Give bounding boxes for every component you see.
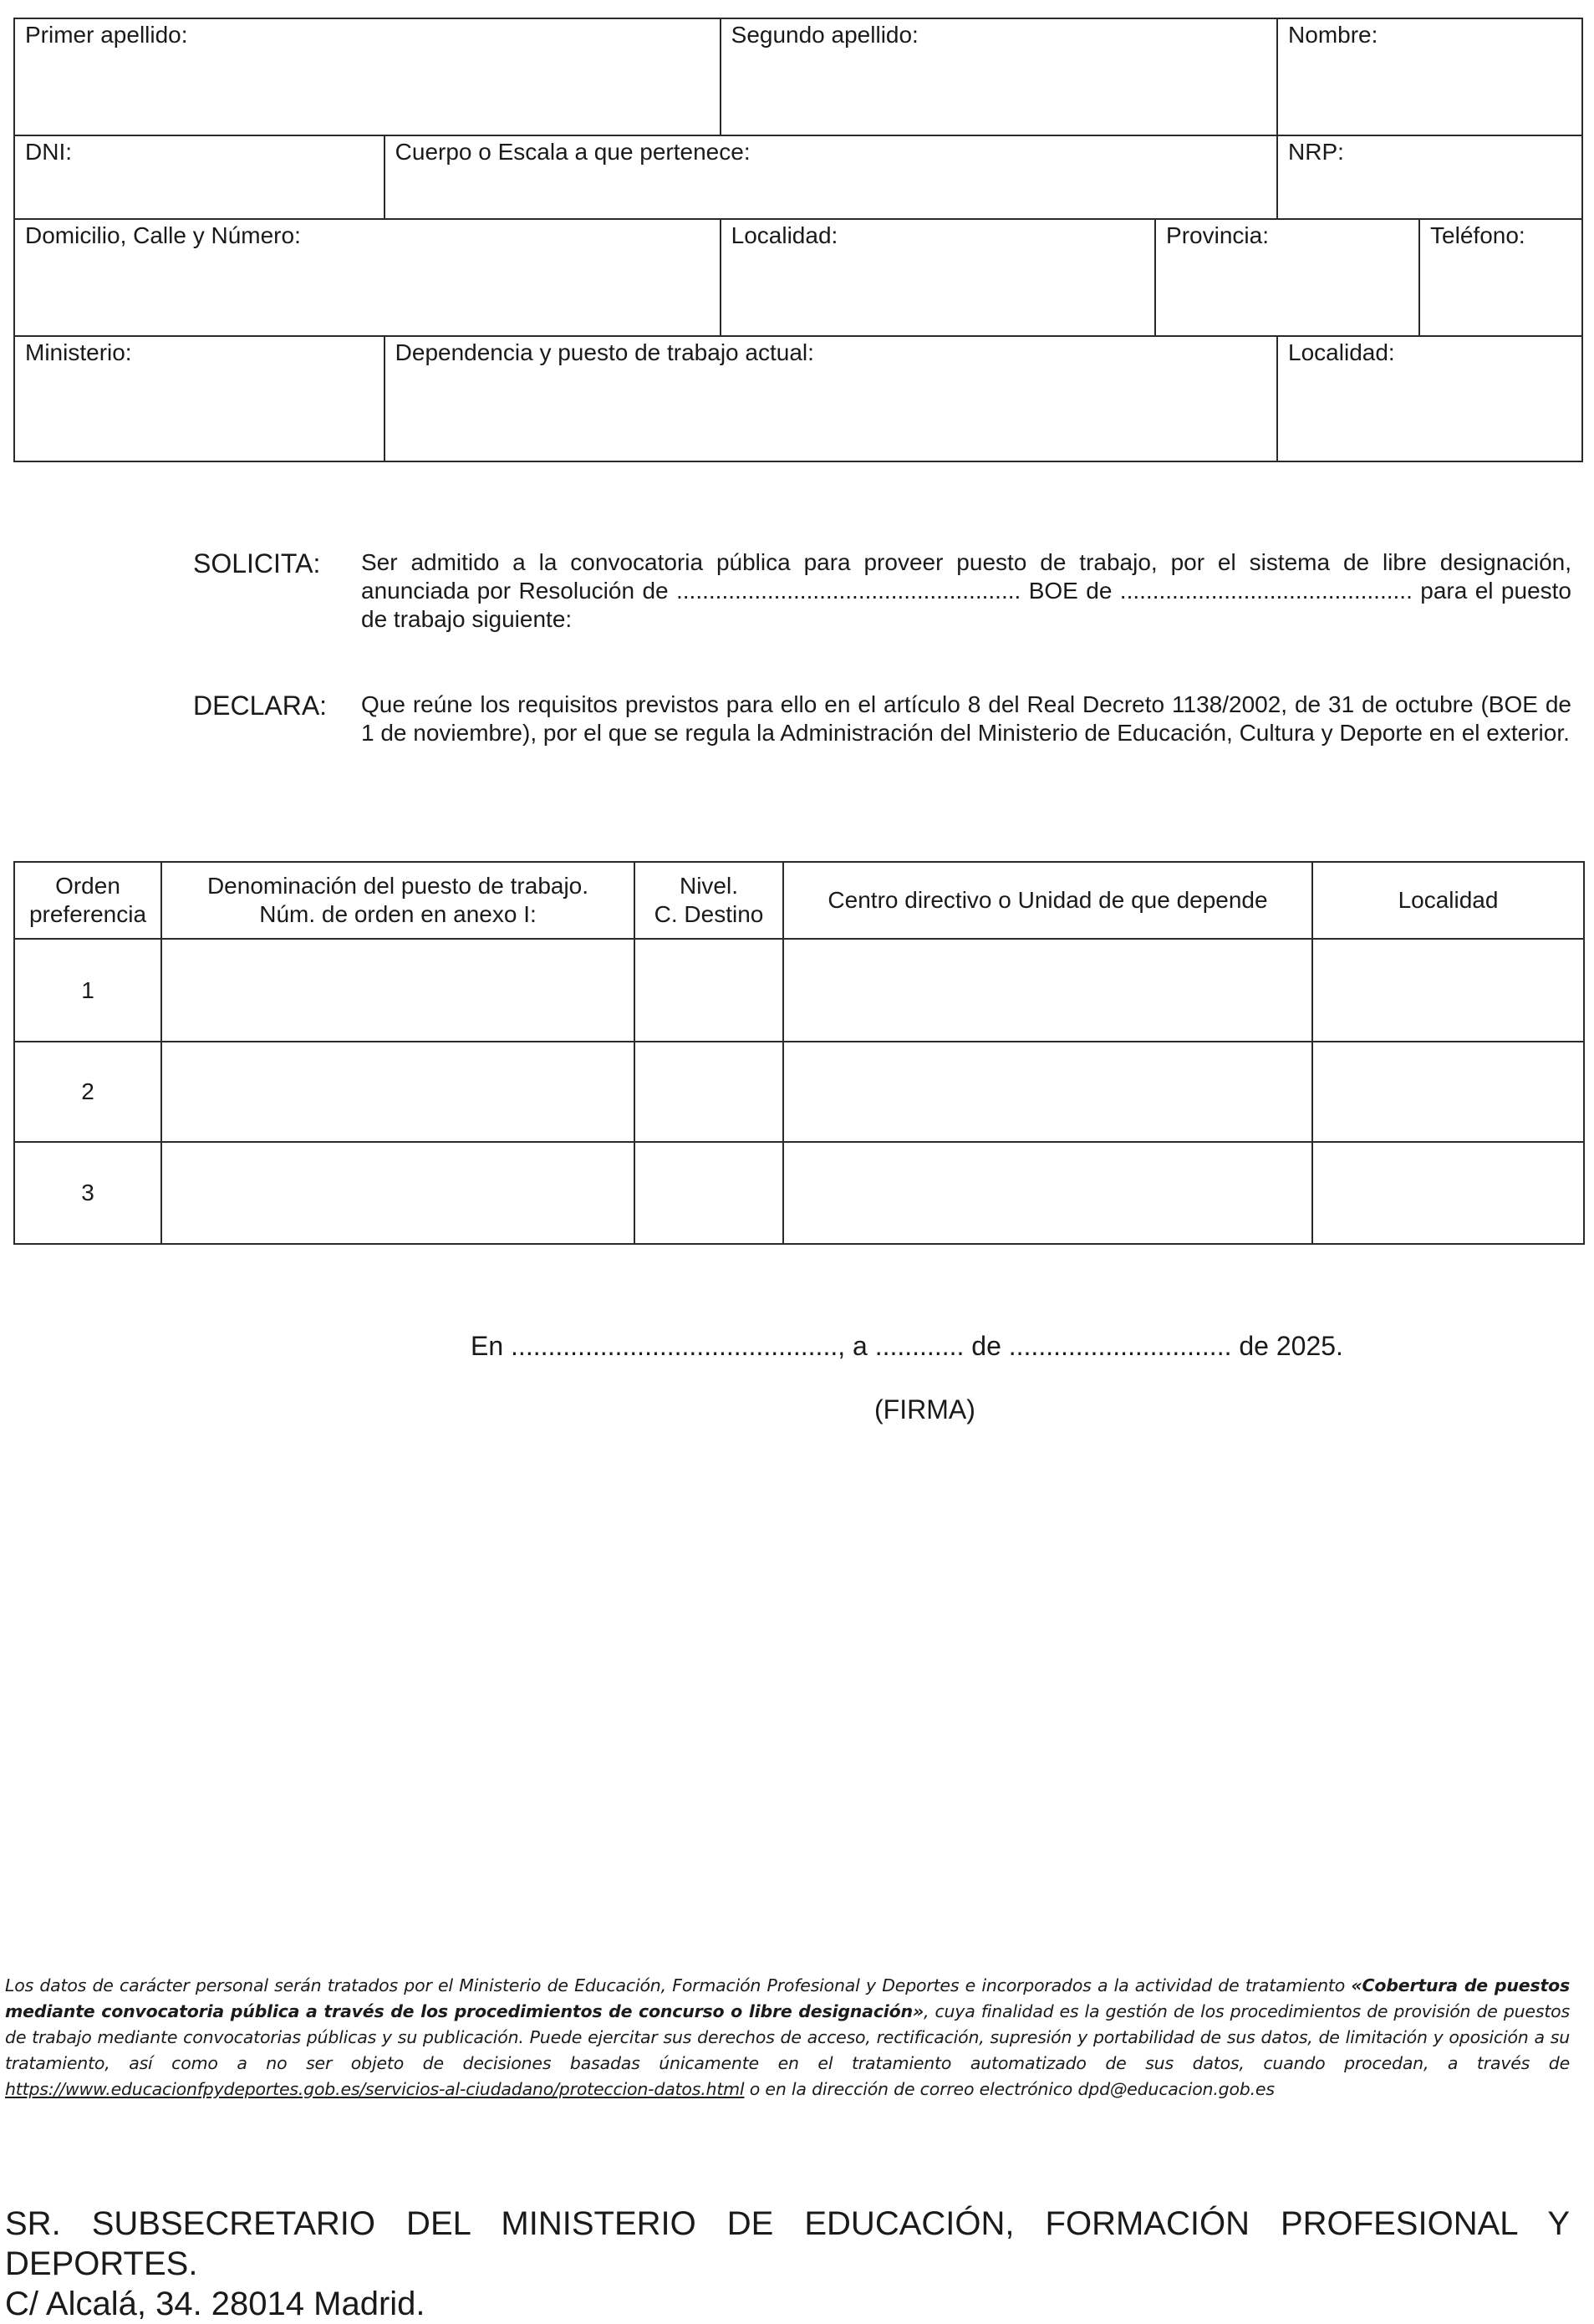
- telefono-label: Teléfono:: [1430, 222, 1525, 248]
- nivel-cell[interactable]: [634, 1142, 783, 1244]
- domicilio-field[interactable]: [14, 219, 721, 336]
- denominacion-cell[interactable]: [161, 1142, 634, 1244]
- privacy-activity-name: «Cobertura de puestos mediante convocatoria pública a través de los procedimientos de concurso o libre designación»: [5, 1975, 1570, 2021]
- firma-label: (FIRMA): [874, 1394, 975, 1424]
- primer-apellido-label: Primer apellido:: [25, 22, 188, 48]
- localidad-trabajo-label: Localidad:: [1288, 339, 1395, 365]
- addressee-address: C/ Alcalá, 34. 28014 Madrid.: [5, 2286, 425, 2322]
- header-nivel-line2: C. Destino: [654, 901, 764, 927]
- nivel-cell[interactable]: [634, 1042, 783, 1142]
- addressee-title: SR. SUBSECRETARIO DEL MINISTERIO DE EDUCACIÓN, FORMACIÓN PROFESIONAL Y DEPORTES.: [5, 2205, 1570, 2282]
- table-row: [14, 939, 1584, 1042]
- centro-cell[interactable]: [783, 939, 1312, 1042]
- declara-text: Que reúne los requisitos previstos para ello en el artículo 8 del Real Decreto 1138/2002, de 31 de octubre (BOE de 1 de noviembre), por el que se regula la Administración del Ministerio de Educación, Cultura y Deporte en el exterior.: [361, 691, 1571, 746]
- header-localidad: Localidad: [1312, 862, 1584, 939]
- header-centro: Centro directivo o Unidad de que depende: [783, 862, 1312, 939]
- nombre-field[interactable]: [1277, 18, 1582, 135]
- dni-field[interactable]: [14, 135, 384, 219]
- table-row: [14, 1042, 1584, 1142]
- nombre-label: Nombre:: [1288, 22, 1378, 48]
- addressee: [5, 2204, 1570, 2324]
- centro-cell[interactable]: [783, 1142, 1312, 1244]
- declara-label: DECLARA:: [193, 691, 328, 721]
- provincia-telefono-cell: [1155, 219, 1582, 336]
- telefono-field[interactable]: [1420, 220, 1581, 335]
- header-denominacion-line2: Núm. de orden en anexo I:: [259, 901, 537, 927]
- privacy-text-2: , cuya finalidad es la gestión de los procedimientos de provisión de puestos de trabajo mediante convocatorias públicas y su publicación. Puede ejercitar sus derechos de acceso, rectificación, supresión y portabilidad de sus datos, de limitación y oposición a su tratamiento, así como a no ser objeto de decisiones basadas únicamente en el tratamiento automatizado de sus datos, cuando procedan, a través de: [5, 2001, 1570, 2073]
- provincia-label: Provincia:: [1166, 222, 1269, 248]
- table-row: [14, 1142, 1584, 1244]
- nrp-label: NRP:: [1288, 139, 1344, 165]
- privacy-text-1: Los datos de carácter personal serán tratados por el Ministerio de Educación, Formación Profesional y Deportes e incorporados a la actividad de tratamiento: [5, 1975, 1352, 1995]
- row-number: 1: [14, 939, 161, 1042]
- domicilio-label: Domicilio, Calle y Número:: [25, 222, 301, 248]
- localidad-cell[interactable]: [1312, 1142, 1584, 1244]
- localidad-cell[interactable]: [1312, 1042, 1584, 1142]
- privacy-notice: [5, 1973, 1570, 2102]
- row-number: 3: [14, 1142, 161, 1244]
- header-denominacion-line1: Denominación del puesto de trabajo.: [206, 873, 589, 899]
- header-orden-line1: Orden: [55, 873, 120, 899]
- positions-table: [13, 861, 1585, 1245]
- header-nivel-line1: Nivel.: [679, 873, 738, 899]
- nrp-field[interactable]: [1277, 135, 1582, 219]
- privacy-link[interactable]: https://www.educacionfpydeportes.gob.es/servicios-al-ciudadano/proteccion-datos.html: [5, 2079, 745, 2099]
- primer-apellido-field[interactable]: [14, 18, 721, 135]
- segundo-apellido-field[interactable]: [721, 18, 1277, 135]
- header-orden-line2: preferencia: [28, 901, 147, 927]
- dependencia-field[interactable]: [384, 336, 1277, 461]
- place-date-line: En ............................................, a ............ de .............................. de 2025.: [471, 1331, 1343, 1361]
- personal-data-table: [13, 18, 1583, 462]
- privacy-text-3: o en la dirección de correo electrónico dpd@educacion.gob.es: [744, 2079, 1275, 2099]
- solicita-text: Ser admitido a la convocatoria pública para proveer puesto de trabajo, por el sistema de libre designación, anunciada por Resolución de ..................................................... BOE de ............................................. para el puesto de trabajo siguiente:: [361, 549, 1571, 632]
- ministerio-field[interactable]: [14, 336, 384, 461]
- centro-cell[interactable]: [783, 1042, 1312, 1142]
- denominacion-cell[interactable]: [161, 939, 634, 1042]
- header-nivel: [634, 862, 783, 939]
- header-orden: [14, 862, 161, 939]
- localidad-field[interactable]: [721, 219, 1155, 336]
- solicita-label: SOLICITA:: [193, 548, 321, 578]
- localidad-cell[interactable]: [1312, 939, 1584, 1042]
- segundo-apellido-label: Segundo apellido:: [731, 22, 919, 48]
- dni-label: DNI:: [25, 139, 72, 165]
- denominacion-cell[interactable]: [161, 1042, 634, 1142]
- header-denominacion: [161, 862, 634, 939]
- provincia-field[interactable]: [1156, 220, 1420, 335]
- cuerpo-field[interactable]: [384, 135, 1277, 219]
- nivel-cell[interactable]: [634, 939, 783, 1042]
- cuerpo-label: Cuerpo o Escala a que pertenece:: [395, 139, 751, 165]
- ministerio-label: Ministerio:: [25, 339, 132, 365]
- row-number: 2: [14, 1042, 161, 1142]
- dependencia-label: Dependencia y puesto de trabajo actual:: [395, 339, 814, 365]
- localidad-trabajo-field[interactable]: [1277, 336, 1582, 461]
- localidad-label: Localidad:: [731, 222, 838, 248]
